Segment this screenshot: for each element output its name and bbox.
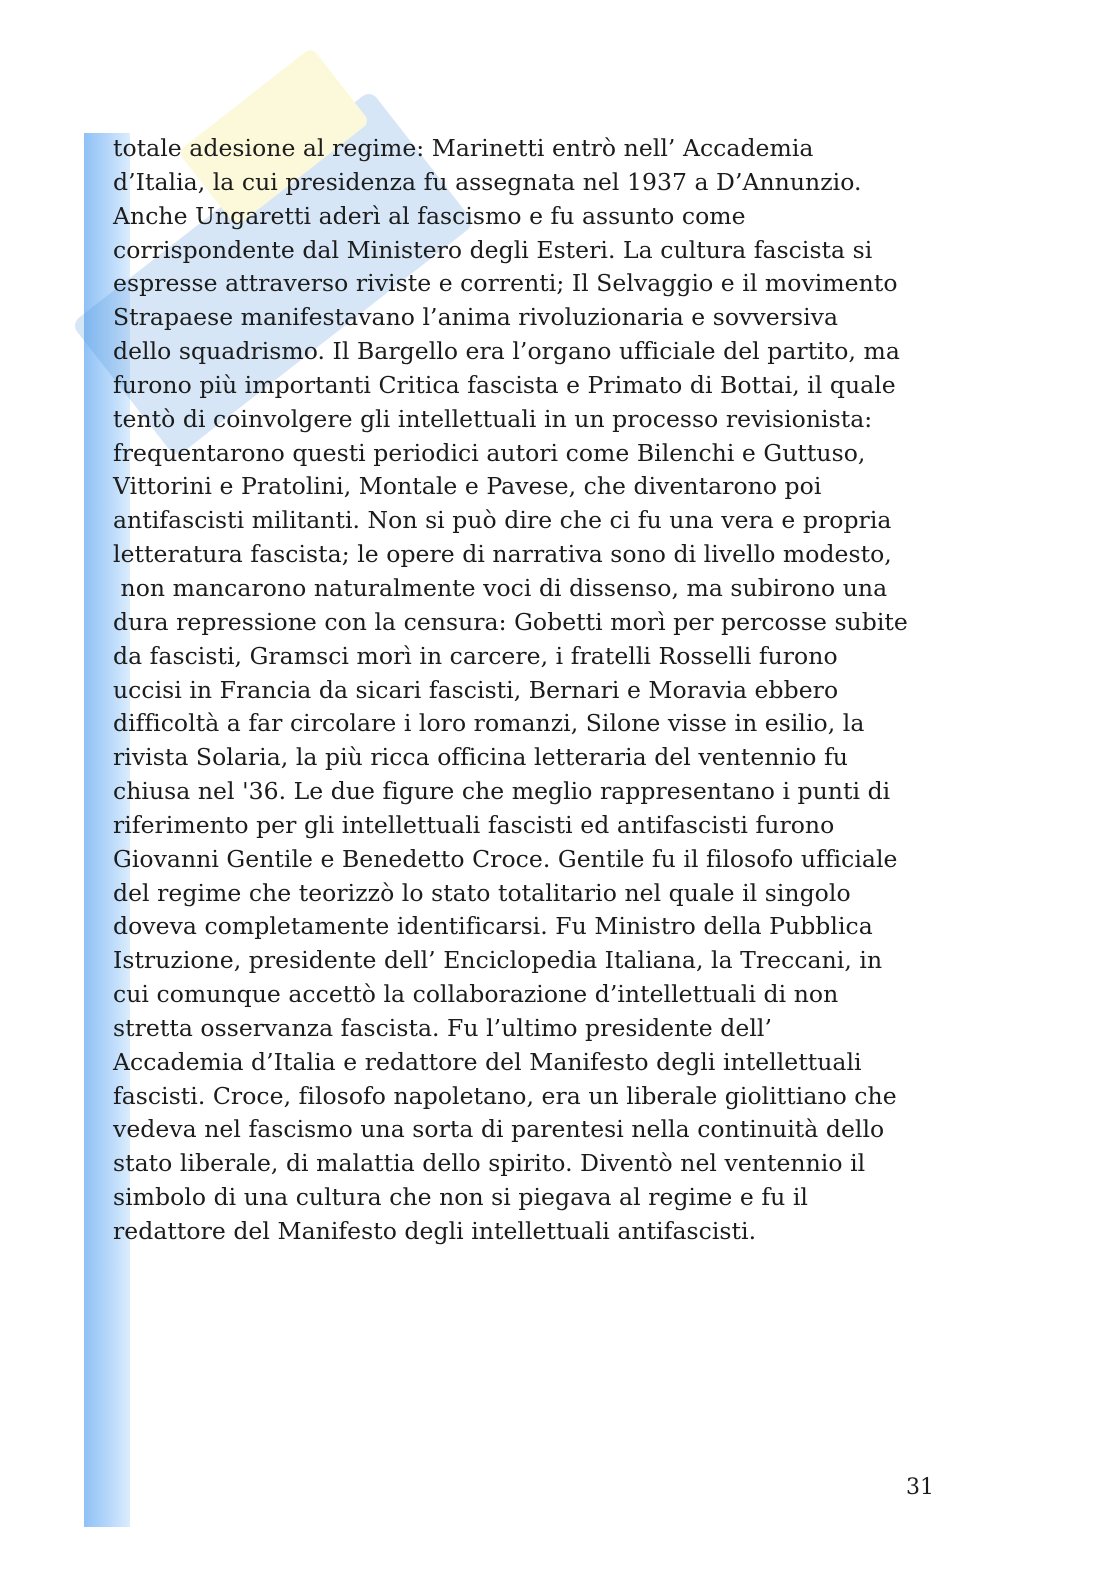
text-line: doveva completamente identificarsi. Fu Ministro della Pubblica <box>113 912 873 941</box>
text-line: frequentarono questi periodici autori come Bilenchi e Guttuso, <box>113 438 866 467</box>
text-line: stato liberale, di malattia dello spirito. Diventò nel ventennio il <box>113 1149 866 1178</box>
page-number: 31 <box>906 1475 934 1500</box>
text-line: Accademia d’Italia e redattore del Manifesto degli intellettuali <box>113 1047 862 1076</box>
text-line: fascisti. Croce, filosofo napoletano, era un liberale giolittiano che <box>113 1081 897 1110</box>
text-line: dello squadrismo. Il Bargello era l’organo ufficiale del partito, ma <box>113 337 900 366</box>
text-line: stretta osservanza fascista. Fu l’ultimo presidente dell’ <box>113 1013 772 1042</box>
text-line: cui comunque accettò la collaborazione d’intellettuali di non <box>113 980 839 1009</box>
text-line: da fascisti, Gramsci morì in carcere, i fratelli Rosselli furono <box>113 641 838 670</box>
text-line: espresse attraverso riviste e correnti; Il Selvaggio e il movimento <box>113 269 898 298</box>
text-line: Anche Ungaretti aderì al fascismo e fu assunto come <box>113 201 746 230</box>
text-line: letteratura fascista; le opere di narrativa sono di livello modesto, <box>113 540 892 569</box>
text-line: tentò di coinvolgere gli intellettuali in un processo revisionista: <box>113 404 873 433</box>
text-line: antifascisti militanti. Non si può dire che ci fu una vera e propria <box>113 506 892 535</box>
text-line: corrispondente dal Ministero degli Esteri. La cultura fascista si <box>113 235 873 264</box>
text-line: vedeva nel fascismo una sorta di parentesi nella continuità dello <box>113 1115 885 1144</box>
text-line: Giovanni Gentile e Benedetto Croce. Gentile fu il filosofo ufficiale <box>113 844 898 873</box>
text-line: simbolo di una cultura che non si piegava al regime e fu il <box>113 1183 808 1212</box>
text-line: rivista Solaria, la più ricca officina letteraria del ventennio fu <box>113 743 848 772</box>
text-line: non mancarono naturalmente voci di dissenso, ma subirono una <box>113 573 888 602</box>
text-line: d’Italia, la cui presidenza fu assegnata nel 1937 a D’Annunzio. <box>113 167 862 196</box>
text-line: riferimento per gli intellettuali fascisti ed antifascisti furono <box>113 810 835 839</box>
text-line: furono più importanti Critica fascista e Primato di Bottai, il quale <box>113 370 896 399</box>
text-line: Strapaese manifestavano l’anima rivoluzionaria e sovversiva <box>113 303 839 332</box>
text-line: redattore del Manifesto degli intellettuali antifascisti. <box>113 1217 757 1245</box>
text-line: del regime che teorizzò lo stato totalitario nel quale il singolo <box>113 878 851 907</box>
text-line: dura repressione con la censura: Gobetti morì per percosse subite <box>113 607 908 636</box>
text-line: uccisi in Francia da sicari fascisti, Bernari e Moravia ebbero <box>113 675 839 704</box>
text-line: chiusa nel '36. Le due figure che meglio rappresentano i punti di <box>113 777 891 806</box>
text-line: Vittorini e Pratolini, Montale e Pavese, che diventarono poi <box>113 472 822 501</box>
text-line: totale adesione al regime: Marinetti entrò nell’ Accademia <box>113 134 814 162</box>
text-line: Istruzione, presidente dell’ Enciclopedia Italiana, la Treccani, in <box>113 946 883 975</box>
text-line: difficoltà a far circolare i loro romanzi, Silone visse in esilio, la <box>113 709 865 738</box>
body-text <box>113 132 913 1249</box>
